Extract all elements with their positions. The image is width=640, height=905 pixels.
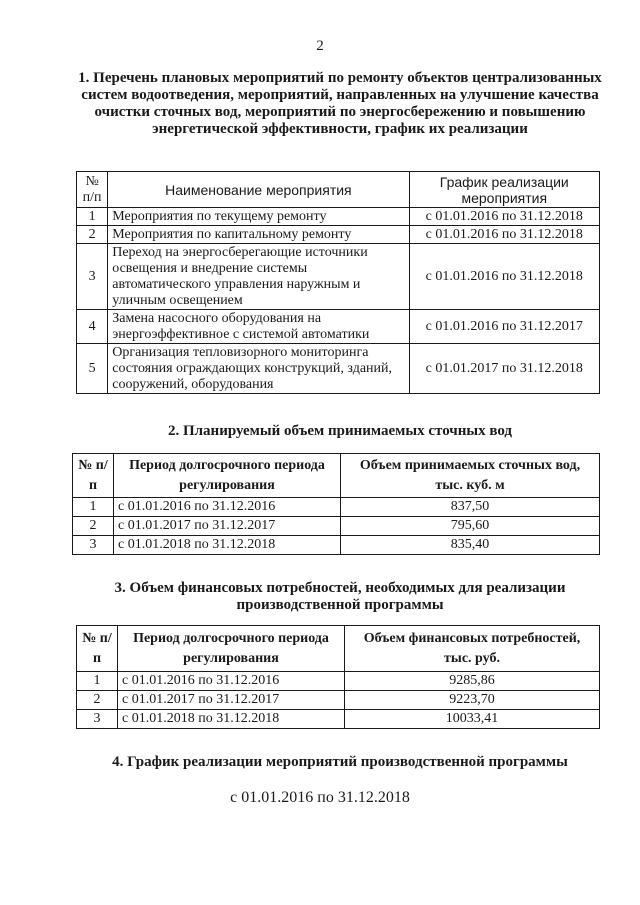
row-num: 2 xyxy=(73,517,114,536)
row-num: 3 xyxy=(77,710,118,729)
header-value: Объем финансовых потребностей, тыс. руб. xyxy=(345,626,600,672)
row-name: Переход на энергосберегающие источники освещения и внедрение системы автоматического управления наружным и уличным освещением xyxy=(108,244,409,310)
page-number: 2 xyxy=(316,38,324,54)
wastewater-volume-table xyxy=(72,453,600,555)
row-period: с 01.01.2018 по 31.12.2018 xyxy=(118,710,345,729)
row-value: 10033,41 xyxy=(345,710,600,729)
row-period: с 01.01.2017 по 31.12.2017 xyxy=(114,517,341,536)
row-name: Организация тепловизорного мониторинга состояния ограждающих конструкций, зданий, сооружений, оборудования xyxy=(108,344,409,394)
table-row xyxy=(73,498,600,517)
row-num: 1 xyxy=(77,208,108,226)
table-row xyxy=(77,710,600,729)
section3-title: 3. Объем финансовых потребностей, необходимых для реализации производственной программы xyxy=(114,580,566,613)
program-period: с 01.01.2016 по 31.12.2018 xyxy=(230,789,410,806)
row-value: 837,50 xyxy=(341,498,600,517)
row-num: 3 xyxy=(77,244,108,310)
section4-title: 4. График реализации мероприятий производственной программы xyxy=(112,754,568,770)
row-value: 9285,86 xyxy=(345,672,600,691)
header-num: № п/п xyxy=(73,454,114,498)
table-header-row xyxy=(73,454,600,498)
header-period: Период долгосрочного периода регулирования xyxy=(118,626,345,672)
row-num: 5 xyxy=(77,344,108,394)
header-value: Объем принимаемых сточных вод, тыс. куб. м xyxy=(341,454,600,498)
row-num: 1 xyxy=(77,672,118,691)
table-row xyxy=(77,344,600,394)
row-schedule: с 01.01.2017 по 31.12.2018 xyxy=(409,344,599,394)
row-period: с 01.01.2018 по 31.12.2018 xyxy=(114,536,341,555)
section1-title: 1. Перечень плановых мероприятий по ремонту объектов централизованных систем водоотведения, мероприятий, направленных на улучшение качества очистки сточных вод, мероприятий по энергосбережению и повышению энергетической эффективности, график их реализации xyxy=(78,70,602,137)
row-period: с 01.01.2016 по 31.12.2016 xyxy=(114,498,341,517)
header-num: № п/п xyxy=(77,626,118,672)
row-num: 2 xyxy=(77,226,108,244)
row-schedule: с 01.01.2016 по 31.12.2018 xyxy=(409,208,599,226)
header-name: Наименование мероприятия xyxy=(108,172,409,208)
activities-table xyxy=(76,171,600,394)
table-header-row xyxy=(77,626,600,672)
row-period: с 01.01.2016 по 31.12.2016 xyxy=(118,672,345,691)
row-value: 795,60 xyxy=(341,517,600,536)
table-row xyxy=(77,226,600,244)
table-row xyxy=(77,208,600,226)
row-schedule: с 01.01.2016 по 31.12.2018 xyxy=(409,244,599,310)
row-period: с 01.01.2017 по 31.12.2017 xyxy=(118,691,345,710)
table-row xyxy=(73,517,600,536)
table-row xyxy=(77,310,600,344)
row-schedule: с 01.01.2016 по 31.12.2017 xyxy=(409,310,599,344)
row-value: 835,40 xyxy=(341,536,600,555)
financial-needs-table xyxy=(76,625,600,729)
section2-title: 2. Планируемый объем принимаемых сточных вод xyxy=(167,423,513,439)
row-value: 9223,70 xyxy=(345,691,600,710)
row-name: Мероприятия по капитальному ремонту xyxy=(108,226,409,244)
table-row xyxy=(73,536,600,555)
table-row xyxy=(77,691,600,710)
row-name: Замена насосного оборудования на энергоэффективное с системой автоматики xyxy=(108,310,409,344)
row-name: Мероприятия по текущему ремонту xyxy=(108,208,409,226)
table-row xyxy=(77,672,600,691)
row-num: 1 xyxy=(73,498,114,517)
row-num: 2 xyxy=(77,691,118,710)
header-period: Период долгосрочного периода регулирования xyxy=(114,454,341,498)
table-row xyxy=(77,244,600,310)
row-schedule: с 01.01.2016 по 31.12.2018 xyxy=(409,226,599,244)
table-header-row xyxy=(77,172,600,208)
header-num: № п/п xyxy=(77,172,108,208)
header-schedule: График реализации мероприятия xyxy=(409,172,599,208)
row-num: 4 xyxy=(77,310,108,344)
row-num: 3 xyxy=(73,536,114,555)
